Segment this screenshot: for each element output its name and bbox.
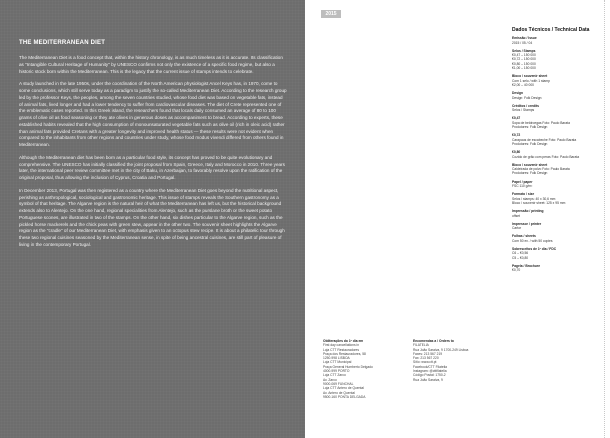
first-day-cancellations [323, 339, 403, 399]
section-line: €1,00 – 150 000 [512, 66, 536, 71]
section-line: C6 – €0,56 [512, 251, 529, 256]
section-line: Sopa de beldroegas Foto: Paulo Barata [512, 120, 570, 125]
section-label: Impressor / printer [512, 221, 542, 226]
section-line: €2,00 – 40 000 [512, 82, 534, 87]
cancellations-label: Obliterações do 1º dia em [323, 339, 364, 343]
address-line: Loja CTT Restauradores [323, 347, 360, 352]
address-line: 4000-999 PORTO [323, 369, 350, 374]
address-line: Av. Zarco [323, 377, 337, 382]
page-edge-rule [604, 0, 605, 438]
address-line: Instagram: @cttfilatelia [413, 369, 447, 374]
orders-label: Encomendas a / Orders to [413, 339, 454, 343]
technical-data-column [512, 28, 594, 276]
article-body [19, 55, 287, 427]
year-tag: 2015 [321, 10, 341, 18]
technical-data-section [512, 150, 594, 159]
section-label: Pagela / Brochure [512, 263, 541, 268]
cancellations-list [323, 348, 403, 400]
section-label: €0,72 [512, 133, 521, 138]
section-label: Impressão / printing [512, 209, 544, 214]
section-label: Folhas / sheets [512, 234, 536, 239]
section-line: Cartor [512, 226, 522, 231]
article-paragraph: In December 2013, Portugal was then registered as a country where the Mediterranean Diet goes beyond the nutritional aspect, perishing as anthropological, sociological and gastronomic heritage. This issue of stamps reveals the Southern gastronomy as a symbol of that heritage. The Algarve region is the natural heir of what the Mediterranean has left us, but the historical background extends also to Alentejo. On the one hand, regional specialities from Alentejo, such as the purslane broth or the sweet potato Portuguese scones, are illustrated in two of the stamps. On the other hand, six dishes particular to the Algarve region, such as the pickled horse mackerels and the chick peas with green stew, appear in the other two. The souvenir sheet highlights the Algarve region as the "cradle" of our Mediterranean Diet, with emphasis given to an octopus stew recipe. It is about a philatelic tour through these two regional cuisines seasoned by the Mediterranean sense, in spite of being ancestral cuisines, are still part of pleasure of living in the contemporary Portugal. [19, 187, 285, 247]
article-paragraph: The Mediterranean Diet is a food concept that, within the history chronology, is as much timeless as it is accurate. Its classification as "Intangible Cultural Heritage of Humanity" by UNESCO confirms not only the existence of a specific food regime, but also a historic stock born within the Mediterranean. This is the legacy that the current issue of stamps intends to celebrate. [19, 55, 283, 74]
section-label: Formato / size [512, 192, 535, 197]
section-line: 2015 / 05 / 04 [512, 40, 533, 45]
address-line: FILATELIA [413, 343, 429, 348]
section-label: €0,47 [512, 116, 521, 121]
section-label: Design [512, 91, 523, 96]
technical-data-section [512, 36, 594, 45]
address-line: Fax: 213 567 220 [413, 356, 439, 361]
section-line: €0,72 – 150 000 [512, 57, 536, 62]
address-line: Código Postal: 1750-2 [413, 373, 446, 378]
address-line: Sítio: www.ctt.pt [413, 360, 437, 365]
section-line: €0,70 [512, 268, 521, 273]
section-label: Créditos / credits [512, 103, 539, 108]
section-line: Carapaus de escabeche Foto: Paulo Barata [512, 137, 577, 142]
section-label: €0,80 [512, 150, 521, 155]
address-line: Faxes: 213 567 219 [413, 351, 443, 356]
section-line: Produtores: Folk Design [512, 171, 548, 176]
section-line: Com 1 selo / with 1 stamp [512, 78, 550, 83]
technical-data-section [512, 91, 594, 100]
section-line: €0,80 – 150 000 [512, 61, 536, 66]
article-paragraph: A study launched in the late 1950s, under the coordination of the North American physiologist Ancel Keys has, in 1970, come to some conclusions, which still serve today as a paradigm to justify the so-called Mediterranean Diet. According to the research group led by the professor Keys, the peoples, among the seven countries studied, whose food diet was based on vegetable fats, instead of animal fats, lived longer and had a lower tendency to suffer from cardiovascular diseases. The diet of Crete represented one of the emblematic cases reported. In this Greek island, the researchers found that locals daily consumed an average of 80 to 100 grams of olive oil as food seasoning or they ate olives in generous doses as accompaniment to bread. According to experts, these established habits revealed that the high consumption of monounsaturated vegetable fats such as olive oil (rich in oleic acid) rather than animal fats provided Cretans with a greater longevity and improved health status — these results were not evident when compared to the inhabitants from other regions and countries under study, whose food modus vivendi differed from others found in Mediterranean. [19, 81, 287, 147]
technical-data-section [512, 116, 594, 129]
technical-data-section [512, 222, 594, 231]
section-line: FSC 110 g/m² [512, 184, 533, 189]
technical-data-section [512, 49, 594, 70]
technical-data-section [512, 247, 594, 260]
technical-data-section [512, 209, 594, 218]
section-label: Bloco / souvenir sheet [512, 162, 548, 167]
technical-data-section [512, 264, 594, 273]
technical-data-section [512, 133, 594, 146]
cancellations-label-en: First day cancellations in [323, 343, 360, 348]
address-line: 9500-160 PONTA DELGADA [323, 394, 366, 399]
section-line: Produtores: Folk Design [512, 125, 548, 130]
article-paragraph: Although the Mediterranean diet has been born as a particular food style, its concept has proved to be quite evolutionary and comprehensive. The UNESCO has initially classified the joint proposal from Spain, Greece, Italy and Morocco in 2010. Three years later, the international peer review committee met in the city of Baku, in Azerbaijan, to favorably resolve upon the ratification of the original proposal, thus allowing the inclusion of Cyprus, Croatia and Portugal. [19, 154, 285, 180]
technical-data-section [512, 163, 594, 176]
section-line: Bloco / souvenir sheet: 125 x 95 mm [512, 200, 566, 205]
section-line: €0,47 – 150 000 [512, 53, 536, 58]
address-line: Facebook/CTT Filatelia [413, 364, 448, 369]
section-label: Emissão / Issue [512, 36, 537, 41]
address-line: Praça General Humberto Delgado [323, 364, 373, 369]
address-line: Loja CTT Zarco [323, 373, 346, 378]
technical-data-section [512, 104, 594, 113]
technical-data-section [512, 234, 594, 243]
technical-data-section [512, 74, 594, 87]
orders-list [413, 343, 499, 382]
section-line: Selos / Stamps [512, 108, 535, 113]
address-line: Loja CTT Municipal [323, 360, 352, 365]
address-line: Loja CTT Antero de Quental [323, 386, 364, 391]
technical-data-section [512, 192, 594, 205]
orders-column [413, 339, 499, 382]
article-title: THE MEDITERRANEAN DIET [19, 40, 106, 46]
section-line: offset [512, 213, 521, 218]
section-line: Selos / stamps: 40 x 30,6 mm [512, 196, 556, 201]
address-line: Rua João Saraiva, 9 1700-249 Lisboa [413, 347, 469, 352]
section-line: Caldeirada de polvo Foto: Paulo Barata [512, 167, 570, 172]
section-line: Design: Folk Design [512, 95, 542, 100]
address-line: 1250-998 LISBOA [323, 356, 350, 361]
section-line: Cozido de grão com peras Foto: Paulo Barata [512, 154, 580, 159]
address-line: Rua João Saraiva, 9 [413, 377, 443, 382]
address-line: Av. Antero de Quental [323, 390, 355, 395]
section-line: C5 – €0,80 [512, 255, 529, 260]
address-line: 9000-069 FUNCHAL [323, 381, 354, 386]
technical-data-title: Dados Técnicos / Technical Data [512, 27, 590, 33]
technical-data-list [512, 36, 594, 272]
technical-data-section [512, 180, 594, 189]
section-label: Selos / Stamps [512, 48, 536, 53]
section-line: Produtores: Folk Design [512, 141, 548, 146]
section-label: Bloco / souvenir sheet [512, 74, 548, 79]
address-line: Praça dos Restauradores, 58 [323, 351, 366, 356]
section-line: Com 50 ex. / with 50 copies [512, 238, 553, 243]
section-label: Sobrescritos de 1º dia / FDC [512, 246, 557, 251]
section-label: Papel / paper [512, 179, 533, 184]
